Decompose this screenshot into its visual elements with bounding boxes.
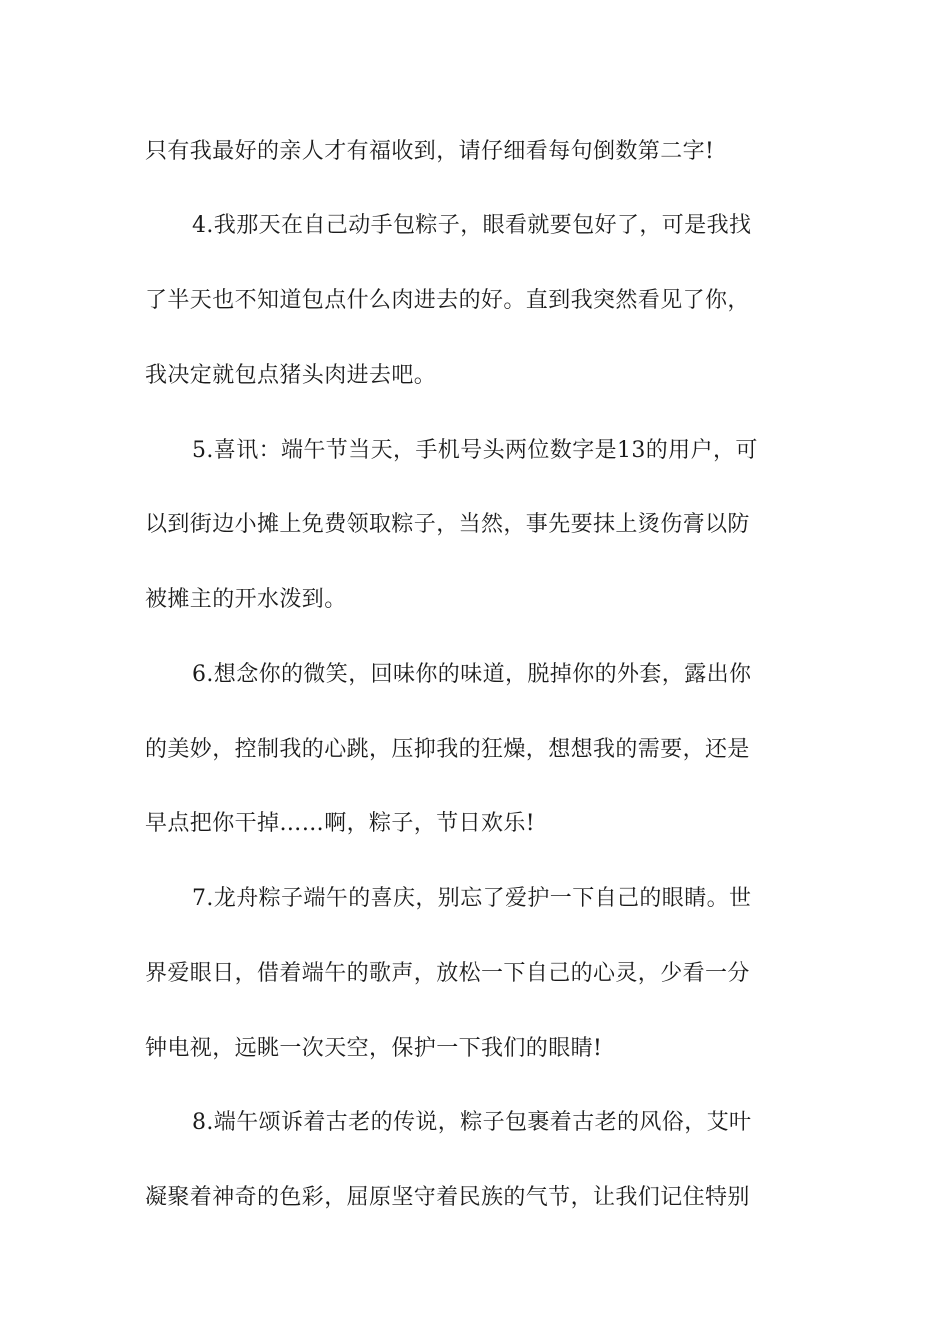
paragraph-4-line-1: 4.我那天在自己动手包粽子，眼看就要包好了，可是我找 <box>192 213 752 238</box>
paragraph-5-line-1: 5.喜讯：端午节当天，手机号头两位数字是13的用户，可 <box>192 438 758 463</box>
text-line: 界爱眼日，借着端午的歌声，放松一下自己的心灵，少看一分 <box>145 961 750 986</box>
paragraph-6-line-1: 6.想念你的微笑，回味你的味道，脱掉你的外套，露出你 <box>192 662 752 687</box>
text-line: 早点把你干掉……啊，粽子，节日欢乐! <box>145 811 536 836</box>
text-line: 我决定就包点猪头肉进去吧。 <box>145 363 437 388</box>
text-line: 被摊主的开水泼到。 <box>145 587 347 612</box>
text-line: 的美妙，控制我的心跳，压抑我的狂燥，想想我的需要，还是 <box>145 737 750 762</box>
paragraph-7-line-1: 7.龙舟粽子端午的喜庆，别忘了爱护一下自己的眼睛。世 <box>192 886 752 911</box>
text-line: 只有我最好的亲人才有福收到，请仔细看每句倒数第二字! <box>145 139 715 164</box>
text-line: 钟电视，远眺一次天空，保护一下我们的眼睛! <box>145 1036 603 1061</box>
paragraph-8-line-1: 8.端午颂诉着古老的传说，粽子包裹着古老的风俗，艾叶 <box>192 1110 752 1135</box>
text-line: 了半天也不知道包点什么肉进去的好。直到我突然看见了你， <box>145 288 750 313</box>
text-line: 凝聚着神奇的色彩，屈原坚守着民族的气节，让我们记住特别 <box>145 1185 750 1210</box>
text-line: 以到街边小摊上免费领取粽子，当然，事先要抹上烫伤膏以防 <box>145 512 750 537</box>
